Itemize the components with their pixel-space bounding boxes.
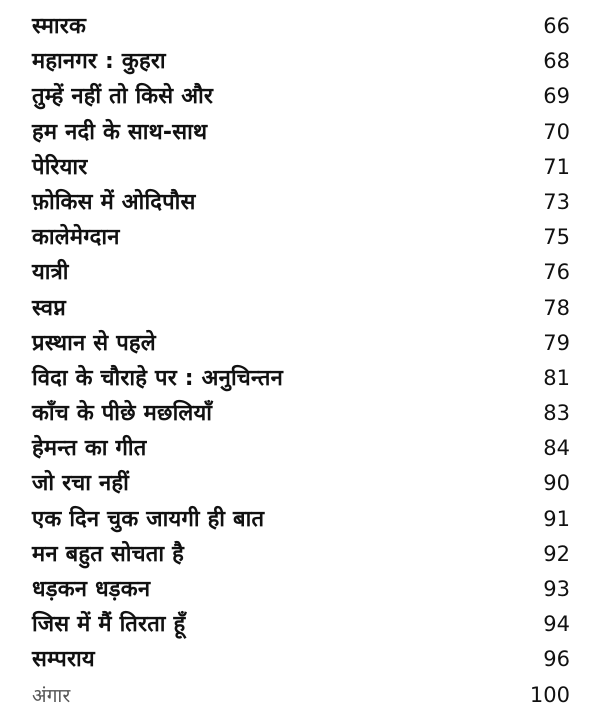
toc-entry-page: 66 xyxy=(543,14,570,38)
toc-entry-page: 91 xyxy=(543,506,570,531)
toc-entry xyxy=(32,361,570,396)
toc-entry-title: अंगार xyxy=(32,684,71,707)
toc-entry-page: 92 xyxy=(543,541,570,566)
toc-entry xyxy=(32,185,570,220)
toc-entry xyxy=(32,431,570,466)
toc-entry-page: 81 xyxy=(543,365,570,390)
toc-entry-page: 84 xyxy=(543,436,570,461)
toc-entry-page: 94 xyxy=(543,612,570,637)
toc-entry xyxy=(32,537,570,572)
toc-entry-page: 75 xyxy=(543,225,570,250)
toc-entry xyxy=(32,466,570,501)
toc-entry xyxy=(32,502,570,537)
toc-entry-title: यात्री xyxy=(32,260,69,286)
toc-entry-title: धड़कन धड़कन xyxy=(32,577,151,602)
toc-entry-title: हम नदी के साथ-साथ xyxy=(32,119,208,145)
toc-entry xyxy=(32,44,570,79)
toc-entry xyxy=(32,220,570,255)
toc-entry-page: 93 xyxy=(543,577,570,601)
toc-entry-title: स्मारक xyxy=(32,14,87,39)
toc-entry-page: 100 xyxy=(529,682,570,707)
table-of-contents xyxy=(32,9,570,713)
toc-entry-page: 73 xyxy=(543,189,570,214)
toc-entry xyxy=(32,607,570,642)
toc-entry-page: 83 xyxy=(543,401,570,426)
toc-entry-title: काँच के पीछे मछलियाँ xyxy=(32,401,213,427)
toc-entry-page: 69 xyxy=(543,84,570,109)
toc-entry-page: 70 xyxy=(543,119,570,144)
toc-entry-title: फ़ोकिस में ओदिपौस xyxy=(32,189,196,215)
toc-entry xyxy=(32,642,570,677)
toc-entry-page: 90 xyxy=(543,471,570,496)
toc-entry-page: 71 xyxy=(543,154,570,179)
toc-entry-title: हेमन्त का गीत xyxy=(32,436,147,462)
toc-entry xyxy=(32,79,570,114)
toc-entry-title: स्वप्न xyxy=(32,295,66,321)
toc-entry-title: जो रचा नहीं xyxy=(32,471,129,497)
toc-entry-title: सम्पराय xyxy=(32,647,95,673)
toc-entry xyxy=(32,572,570,607)
toc-entry xyxy=(32,255,570,290)
toc-entry xyxy=(32,678,570,713)
toc-entry xyxy=(32,9,570,44)
toc-entry-page: 96 xyxy=(543,647,570,672)
toc-entry-title: कालेमेग्दान xyxy=(32,225,120,251)
toc-entry-title: मन बहुत सोचता है xyxy=(32,541,184,567)
toc-entry xyxy=(32,291,570,326)
toc-entry xyxy=(32,115,570,150)
toc-entry-title: पेरियार xyxy=(32,154,88,180)
toc-entry-title: तुम्हें नहीं तो किसे और xyxy=(32,84,214,110)
toc-entry-title: प्रस्थान से पहले xyxy=(32,330,156,356)
toc-entry-title: एक दिन चुक जायगी ही बात xyxy=(32,506,265,532)
toc-entry xyxy=(32,396,570,431)
toc-entry-page: 78 xyxy=(543,295,570,320)
toc-entry xyxy=(32,326,570,361)
toc-entry-title: महानगर : कुहरा xyxy=(32,49,166,75)
toc-entry-title: जिस में मैं तिरता हूँ xyxy=(32,612,186,638)
toc-entry-page: 79 xyxy=(543,330,570,355)
toc-entry-page: 76 xyxy=(543,260,570,285)
toc-entry xyxy=(32,150,570,185)
toc-entry-title: विदा के चौराहे पर : अनुचिन्तन xyxy=(32,365,284,391)
toc-entry-page: 68 xyxy=(543,49,570,74)
